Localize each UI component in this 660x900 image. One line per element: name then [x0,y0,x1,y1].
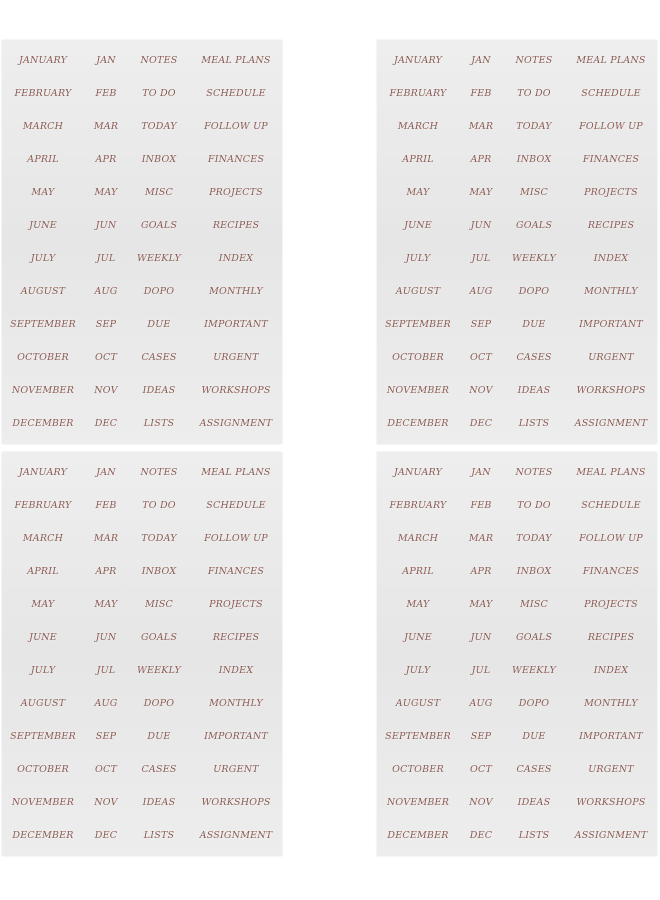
sticker-month-label: MAY [406,187,430,198]
sticker-grid [2,40,282,444]
sticker-month-label: AUGUST [20,286,66,297]
sticker-category-label: DOPO [143,286,175,297]
sticker-topic-label: INDEX [593,253,629,264]
sticker-category-label: IDEAS [142,797,176,808]
sticker-category-label: INBOX [141,566,177,577]
sticker-month-label: SEPTEMBER [385,731,451,742]
sticker-category-label: DOPO [143,698,175,709]
sticker-topic-label: RECIPES [212,220,260,231]
sticker-month-abbrev-label: JUN [95,220,117,231]
sticker-month-label: JULY [30,665,56,676]
sticker-month-label: APRIL [402,566,434,577]
sticker-category-label: CASES [516,352,552,363]
sticker-topic-label: ASSIGNMENT [199,830,273,841]
sticker-month-abbrev-label: SEP [470,319,492,330]
sticker-month-abbrev-label: DEC [469,418,493,429]
sticker-month-abbrev-label: FEB [470,500,492,511]
sticker-month-abbrev-label: JUN [95,632,117,643]
sticker-month-label: AUGUST [20,698,66,709]
sticker-topic-label: SCHEDULE [581,88,641,99]
sticker-month-abbrev-label: OCT [470,764,492,775]
sticker-topic-label: PROJECTS [584,187,638,198]
sticker-topic-label: FOLLOW UP [204,533,268,544]
sticker-category-label: WEEKLY [512,253,556,264]
sticker-topic-label: MONTHLY [584,286,638,297]
sticker-category-label: INBOX [141,154,177,165]
sticker-category-label: TODAY [141,533,177,544]
sticker-month-abbrev-label: MAR [468,121,494,132]
sticker-month-abbrev-label: JAN [96,467,116,478]
sticker-month-abbrev-label: JUN [470,220,492,231]
sticker-month-label: JANUARY [18,55,68,66]
sticker-month-abbrev-label: SEP [95,731,117,742]
sticker-month-label: MARCH [397,533,439,544]
sticker-month-abbrev-label: FEB [95,500,117,511]
sticker-category-label: IDEAS [517,797,551,808]
sticker-month-abbrev-label: JUL [471,665,491,676]
sticker-category-label: DUE [147,731,171,742]
sticker-topic-label: MONTHLY [584,698,638,709]
sticker-month-abbrev-label: OCT [470,352,492,363]
sticker-category-label: IDEAS [142,385,176,396]
sticker-category-label: MISC [519,187,549,198]
sticker-month-label: MARCH [22,121,64,132]
sticker-month-abbrev-label: DEC [469,830,493,841]
sticker-month-label: SEPTEMBER [385,319,451,330]
sticker-category-label: NOTES [515,55,553,66]
sticker-category-label: GOALS [515,220,553,231]
sticker-category-label: TO DO [142,88,176,99]
sticker-month-abbrev-label: JAN [471,467,491,478]
sticker-topic-label: FINANCES [582,154,640,165]
sticker-month-label: NOVEMBER [386,385,450,396]
sticker-month-abbrev-label: APR [95,566,117,577]
sticker-topic-label: INDEX [218,665,254,676]
sticker-month-label: NOVEMBER [11,385,75,396]
sticker-month-label: DECEMBER [12,830,74,841]
sticker-month-label: SEPTEMBER [10,731,76,742]
sticker-topic-label: SCHEDULE [206,500,266,511]
sticker-month-label: DECEMBER [387,418,449,429]
sticker-month-label: OCTOBER [392,352,444,363]
sticker-month-abbrev-label: MAR [93,121,119,132]
sticker-month-abbrev-label: APR [95,154,117,165]
sticker-month-label: JUNE [29,220,57,231]
sticker-category-label: MISC [519,599,549,610]
sticker-category-label: DUE [522,319,546,330]
sticker-month-abbrev-label: APR [470,566,492,577]
sticker-topic-label: ASSIGNMENT [574,418,648,429]
sticker-month-label: MAY [31,187,55,198]
sticker-month-label: JULY [405,665,431,676]
sticker-topic-label: MEAL PLANS [201,467,271,478]
sticker-category-label: INBOX [516,154,552,165]
sticker-category-label: MISC [144,187,174,198]
sticker-month-abbrev-label: AUG [94,286,118,297]
sticker-month-abbrev-label: NOV [469,385,493,396]
sticker-month-abbrev-label: NOV [469,797,493,808]
sticker-month-abbrev-label: AUG [469,286,493,297]
sticker-topic-label: PROJECTS [209,599,263,610]
sticker-month-abbrev-label: JUL [471,253,491,264]
sticker-month-abbrev-label: SEP [470,731,492,742]
sticker-category-label: DOPO [518,286,550,297]
sticker-category-label: CASES [141,764,177,775]
sticker-category-label: WEEKLY [137,665,181,676]
sticker-month-abbrev-label: OCT [95,352,117,363]
sticker-category-label: DOPO [518,698,550,709]
sticker-category-label: CASES [141,352,177,363]
sticker-topic-label: IMPORTANT [204,731,268,742]
sticker-topic-label: IMPORTANT [579,319,643,330]
sticker-topic-label: INDEX [218,253,254,264]
sticker-month-label: MAY [31,599,55,610]
sticker-topic-label: FOLLOW UP [579,533,643,544]
sticker-sheet-bottom-right [377,452,657,856]
sticker-month-label: JANUARY [18,467,68,478]
sticker-month-label: JUNE [404,632,432,643]
sticker-category-label: NOTES [140,467,178,478]
sticker-grid [377,452,657,856]
sticker-month-label: APRIL [402,154,434,165]
sticker-category-label: GOALS [140,632,178,643]
sticker-month-label: MAY [406,599,430,610]
sticker-month-label: JULY [405,253,431,264]
sticker-topic-label: URGENT [588,764,634,775]
sticker-sheet-top-right [377,40,657,444]
sticker-month-abbrev-label: FEB [470,88,492,99]
sticker-month-label: AUGUST [395,698,441,709]
sticker-topic-label: FINANCES [207,566,265,577]
sticker-month-abbrev-label: APR [470,154,492,165]
sticker-grid [2,452,282,856]
sticker-month-label: JANUARY [393,467,443,478]
sticker-month-abbrev-label: AUG [469,698,493,709]
sticker-category-label: LISTS [518,830,550,841]
sticker-month-label: NOVEMBER [11,797,75,808]
sticker-topic-label: WORKSHOPS [201,385,271,396]
sticker-month-abbrev-label: OCT [95,764,117,775]
sticker-month-label: MARCH [22,533,64,544]
sticker-month-label: OCTOBER [392,764,444,775]
sticker-category-label: LISTS [143,418,175,429]
sticker-category-label: INBOX [516,566,552,577]
sticker-month-label: JUNE [29,632,57,643]
sticker-category-label: TODAY [516,121,552,132]
sticker-topic-label: WORKSHOPS [576,385,646,396]
sticker-month-abbrev-label: JAN [471,55,491,66]
sticker-category-label: NOTES [515,467,553,478]
sticker-month-abbrev-label: MAY [469,599,493,610]
sticker-month-abbrev-label: AUG [94,698,118,709]
sticker-topic-label: FOLLOW UP [204,121,268,132]
sticker-category-label: DUE [522,731,546,742]
sticker-topic-label: ASSIGNMENT [199,418,273,429]
sticker-grid [377,40,657,444]
sticker-topic-label: URGENT [213,352,259,363]
sticker-month-abbrev-label: DEC [94,418,118,429]
sticker-sheet-top-left [2,40,282,444]
sticker-month-abbrev-label: NOV [94,385,118,396]
sticker-month-label: FEBRUARY [389,88,447,99]
sticker-topic-label: URGENT [588,352,634,363]
sticker-month-abbrev-label: FEB [95,88,117,99]
sticker-topic-label: MONTHLY [209,286,263,297]
sticker-category-label: CASES [516,764,552,775]
sticker-month-label: JUNE [404,220,432,231]
sticker-month-label: NOVEMBER [386,797,450,808]
sticker-topic-label: WORKSHOPS [201,797,271,808]
sticker-month-abbrev-label: MAR [93,533,119,544]
sticker-month-abbrev-label: MAY [94,187,118,198]
sticker-month-label: JULY [30,253,56,264]
sticker-topic-label: RECIPES [212,632,260,643]
sticker-topic-label: MEAL PLANS [201,55,271,66]
sticker-month-label: AUGUST [395,286,441,297]
sticker-month-abbrev-label: JUL [96,665,116,676]
sticker-category-label: TO DO [517,500,551,511]
sticker-topic-label: SCHEDULE [206,88,266,99]
sticker-category-label: TO DO [517,88,551,99]
sticker-month-label: FEBRUARY [14,500,72,511]
sticker-month-label: APRIL [27,154,59,165]
sticker-month-label: APRIL [27,566,59,577]
sticker-month-abbrev-label: MAY [94,599,118,610]
sticker-topic-label: PROJECTS [209,187,263,198]
sticker-month-label: OCTOBER [17,352,69,363]
sticker-topic-label: ASSIGNMENT [574,830,648,841]
sticker-month-label: DECEMBER [387,830,449,841]
sticker-topic-label: PROJECTS [584,599,638,610]
sticker-topic-label: WORKSHOPS [576,797,646,808]
sticker-month-abbrev-label: JAN [96,55,116,66]
sticker-category-label: MISC [144,599,174,610]
sticker-category-label: GOALS [140,220,178,231]
sticker-topic-label: FINANCES [207,154,265,165]
sticker-topic-label: MEAL PLANS [576,55,646,66]
sticker-month-abbrev-label: DEC [94,830,118,841]
sticker-month-abbrev-label: MAR [468,533,494,544]
sticker-month-label: FEBRUARY [389,500,447,511]
sticker-topic-label: MEAL PLANS [576,467,646,478]
sticker-topic-label: IMPORTANT [579,731,643,742]
sticker-month-abbrev-label: SEP [95,319,117,330]
sticker-month-label: JANUARY [393,55,443,66]
sticker-month-label: OCTOBER [17,764,69,775]
sticker-category-label: TODAY [141,121,177,132]
sticker-sheet-bottom-left [2,452,282,856]
sticker-category-label: WEEKLY [512,665,556,676]
sticker-category-label: TODAY [516,533,552,544]
sticker-topic-label: IMPORTANT [204,319,268,330]
sticker-category-label: GOALS [515,632,553,643]
sticker-category-label: LISTS [518,418,550,429]
sticker-month-label: SEPTEMBER [10,319,76,330]
sticker-category-label: TO DO [142,500,176,511]
sticker-month-label: FEBRUARY [14,88,72,99]
sticker-topic-label: RECIPES [587,220,635,231]
sticker-category-label: DUE [147,319,171,330]
sticker-category-label: IDEAS [517,385,551,396]
sticker-month-abbrev-label: NOV [94,797,118,808]
sticker-topic-label: MONTHLY [209,698,263,709]
sticker-month-label: MARCH [397,121,439,132]
sticker-category-label: WEEKLY [137,253,181,264]
sticker-topic-label: RECIPES [587,632,635,643]
sticker-month-abbrev-label: JUL [96,253,116,264]
sticker-topic-label: URGENT [213,764,259,775]
sticker-category-label: LISTS [143,830,175,841]
sticker-category-label: NOTES [140,55,178,66]
sticker-topic-label: FOLLOW UP [579,121,643,132]
sticker-topic-label: SCHEDULE [581,500,641,511]
sticker-month-abbrev-label: MAY [469,187,493,198]
sticker-month-label: DECEMBER [12,418,74,429]
sticker-topic-label: FINANCES [582,566,640,577]
sticker-month-abbrev-label: JUN [470,632,492,643]
sticker-topic-label: INDEX [593,665,629,676]
